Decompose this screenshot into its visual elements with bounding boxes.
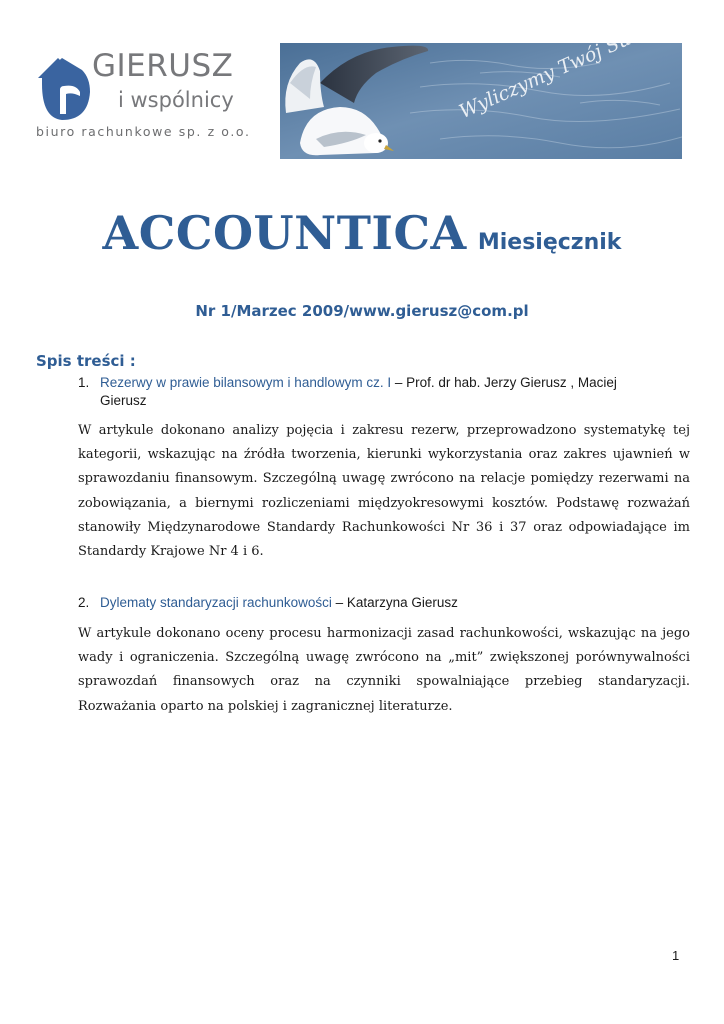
issue-info: Nr 1/Marzec 2009/www.gierusz@com.pl [195, 302, 529, 320]
toc-entry-2-link[interactable]: Dylematy standaryzacji rachunkowości [100, 595, 332, 610]
page-number: 1 [672, 948, 680, 963]
toc-entry-2-abstract: W artykule dokonano oceny procesu harmonizacji zasad rachunkowości, wskazując na jego wady i ograniczenia. Szczególną uwagę zwrócono na „mit” zwiększonej porównywalności sprawozdań finansowych oraz na czynniki spowalniające przebieg standaryzacji. Rozważania oparto na polskiej i zagranicznej literaturze. [78, 626, 690, 714]
brand-subtitle: i wspólnicy [118, 88, 234, 112]
toc-entry-1-authors: – Prof. dr hab. Jerzy Gierusz , Maciej [391, 375, 617, 390]
toc-entry-1-authors-cont: Gierusz [100, 393, 147, 408]
logo-mark-icon [36, 56, 92, 122]
toc-entry-1 [78, 374, 690, 410]
toc-entry-1-abstract: W artykule dokonano analizy pojęcia i zakresu rezerw, przeprowadzono systematykę tej kategorii, wskazując na źródła tworzenia, kierunki wykorzystania oraz zakres ujawnień w sprawozdaniu finansowym. Szczególną uwagę zwrócono na relacje pomiędzy rezerwami na zobowiązania, a biernymi rozliczeniami międzyokresowymi kosztów. Podstawę rozważań stanowiły Międzynarodowe Standardy Rachunkowości Nr 36 i 37 oraz odpowiadające im Standardy Krajowe Nr 4 i 6. [78, 423, 690, 560]
company-logo [36, 48, 261, 152]
brand-name: GIERUSZ [92, 48, 234, 84]
masthead [0, 206, 724, 260]
toc-entry-number: 2. [78, 595, 90, 610]
toc-entry-2 [78, 594, 690, 612]
toc-heading: Spis treści : [36, 352, 136, 370]
toc-entry-2-authors: – Katarzyna Gierusz [331, 595, 458, 610]
publication-subtitle: Miesięcznik [477, 230, 622, 255]
toc-entry-number: 1. [78, 375, 90, 390]
brand-tagline: biuro rachunkowe sp. z o.o. [36, 124, 251, 139]
header-banner-image [280, 43, 682, 159]
toc-entry-1-link[interactable]: Rezerwy w prawie bilansowym i handlowym cz. I [100, 375, 392, 390]
publication-title: ACCOUNTICA [102, 206, 467, 260]
